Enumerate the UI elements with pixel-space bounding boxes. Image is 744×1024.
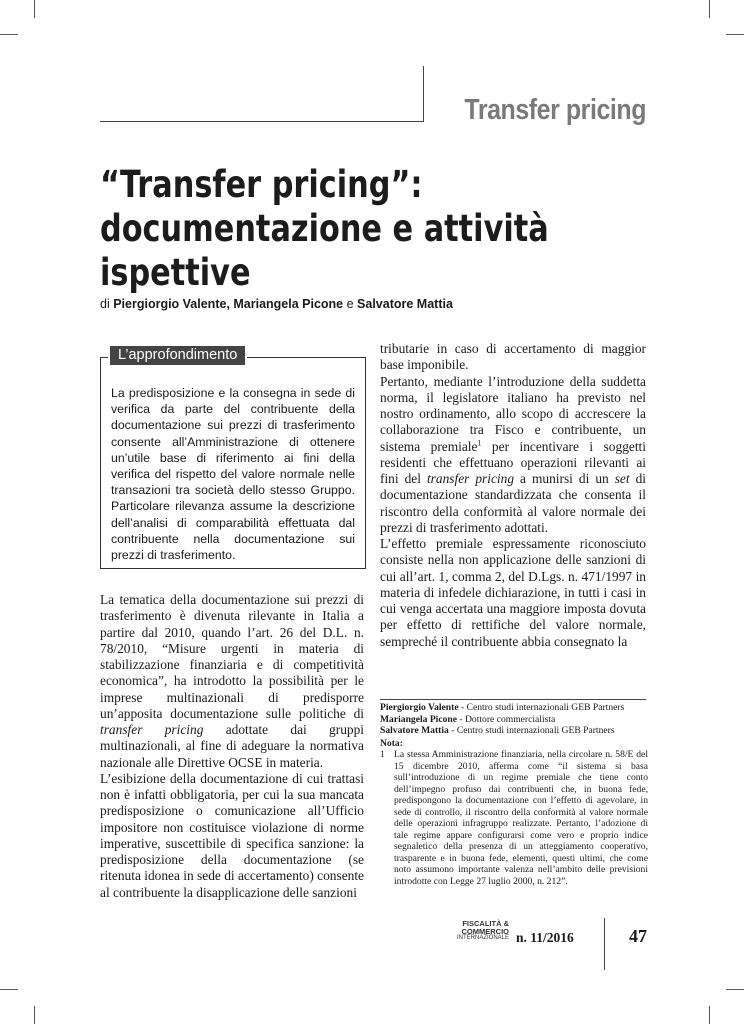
article-title [100,163,592,295]
crop-mark [726,34,744,35]
article-title-line: ispettive [100,251,251,294]
paragraph: Pertanto, mediante l’introduzione della suddetta norma, il legislatore italiano ha previsto nel nostro ordinamento, allo scopo di accrescere la collaborazione tra Fisco e contribuente, un sistema premiale$^1$ per incentivare i soggetti residenti che effettuano operazioni rilevanti ai fini del transfer pricing a munirsi di un set di documentazione standardizzata che consenta il riscontro della conformità al valore normale dei prezzi di trasferimento adottati. [380,373,647,535]
footer-vertical-rule [604,918,605,970]
crop-mark [34,0,35,18]
header-vertical-rule [423,66,424,122]
byline-conjunction: e [343,297,358,311]
page-number: 47 [629,926,647,946]
crop-mark [34,1006,35,1024]
paragraph: L’esibizione della documentazione di cui trattasi non è infatti obbligatoria, per cui la sua mancata predisposizione o comunicazione all’Ufficio impositore non costituisce violazione di norme imperative, suscettibile di specifica sanzione: la predisposizione della documentazione (se ritenuta idonea in sede di accertamento) consente al contribuente la disapplicazione delle sanzioni [100,770,364,900]
footnote-number: 1 [380,749,385,760]
header-horizontal-rule [100,121,424,122]
crop-mark [709,0,710,18]
crop-mark [0,989,18,990]
paragraph: La tematica della documentazione sui prezzi di trasferimento è divenuta rilevante in Italia a partire dal 2010, quando l’art. 26 del D.L. n. 78/2010, “Misure urgenti in materia di stabilizzazione finanziaria e di competitività economica”, ha introdotto la possibilità per le imprese multinazionali di predisporre un’apposita documentazione sulle politiche di transfer pricing adottate dai gruppi multinazionali, al fine di adeguare la normativa nazionale alle Direttive OCSE in materia. [100,592,364,770]
box-label: L’approfondimento [108,344,247,367]
issue-number: n. 11/2016 [516,930,574,945]
author-note: Salvatore Mattia - Centro studi internazionali GEB Partners [380,725,615,736]
article-title-line: “Transfer pricing”: [100,163,423,206]
footnote-1 [380,749,648,887]
body-column-right [380,341,646,650]
author-note: Piergiorgio Valente - Centro studi internazionali GEB Partners [380,702,625,713]
section-title: Transfer pricing [464,94,646,126]
byline [100,297,660,311]
notes-label: Nota: [380,737,403,749]
footnotes [380,702,648,887]
box-text: La predisposizione e la consegna in sede di verifica da parte del contribuente della documentazione sui prezzi di trasferimento consente all’Amministrazione di ottenere un’utile base di riferimento ai fini della verifica del rispetto del valore normale nelle transazioni tra società dello stesso Gruppo. Particolare rilevanza assume la descrizione dell’analisi di comparabilità effettuata dal contribuente nella documentazione sui prezzi di trasferimento. [111,386,355,563]
crop-mark [0,34,18,35]
crop-mark [726,989,744,990]
footnote-text: La stessa Amministrazione finanziaria, nella circolare n. 58/E del 15 dicembre 2010, afferma come “il sistema si basa sull’introduzione di un regime premiale che tiene conto dell’impegno profuso dai contribuenti che, in buona fede, predispongono la documentazione con l’effetto di agevolare, in sede di controllo, il riscontro della conformità al valore normale delle operazioni infragruppo realizzate. Pertanto, l’adozione di tale regime appare configurarsi come vero e proprio indice segnaletico della presenza di un atteggiamento cooperativo, trasparente e in buona fede, elementi, questi ultimi, che come noto assumono importante valenza nell’ambito delle previsioni introdotte con Legge 27 luglio 2000, n. 212”. [394,749,648,887]
body-column-left [100,592,364,901]
journal-logo: FISCALITÀ & COMMERCIO INTERNAZIONALE [456,919,509,941]
paragraph: L’effetto premiale espressamente riconosciuto consiste nella non applicazione delle sanzioni di cui all’art. 1, comma 2, del D.Lgs. n. 471/1997 in materia di infedele dichiarazione, in tutti i casi in cui venga accertata una maggiore imposta dovuta per effetto di rettifiche del valore normale, sempreché il contribuente abbia consegnato la [380,536,646,649]
footnote-rule [380,699,646,700]
byline-prefix: di [100,297,114,311]
crop-mark [709,1006,710,1024]
author-note: Mariangela Picone - Dottore commercialista [380,713,556,725]
byline-authors: Piergiorgio Valente, Mariangela Picone [113,297,344,311]
article-title-line: documentazione e attività [100,207,549,250]
paragraph: tributarie in caso di accertamento di maggior base imponibile. [380,341,646,373]
footnote-ref: 1 [477,438,482,448]
byline-author-last: Salvatore Mattia [357,297,453,311]
